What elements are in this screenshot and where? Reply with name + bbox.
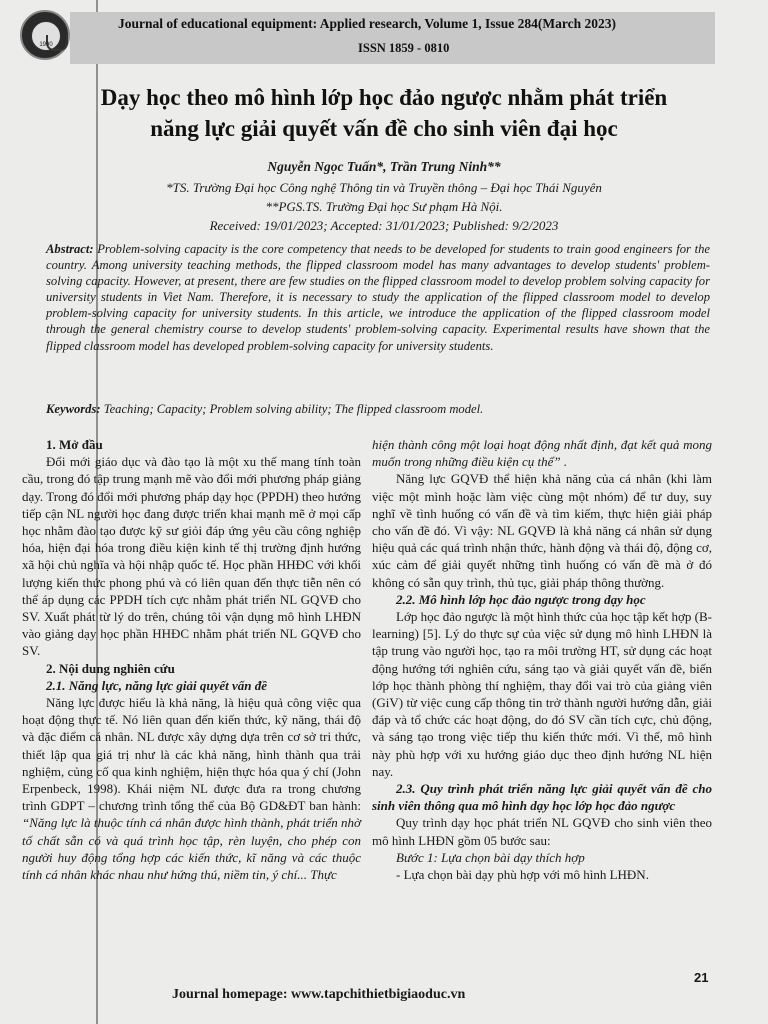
authors: Nguyễn Ngọc Tuấn*, Trần Trung Ninh** [267, 159, 501, 174]
paragraph-text: Năng lực được hiểu là khả năng, là hiệu quả công việc qua hoạt động thực tế. Nó liên quan đến kiến thức, kỹ năng, thái độ và đặc điểm cá nhân. NL được xây dựng dựa trên cơ sở tri thức, thiết lập qua giá trị như là các khả năng, hình thành qua trải nghiệm, củng cố qua kinh nghiệm, hiện thực hóa qua ý chí (John Erpenbeck, 1998). Khái niệm NL được đưa ra trong chương trình GDPT – chương trình tổng thể của Bộ GD&ĐT ban hành: [22, 695, 361, 814]
paragraph: Năng lực GQVĐ thể hiện khả năng của cá nhân (khi làm việc một mình hoặc làm việc cùng một nhóm) để tư duy, suy nghĩ về tình huống có vấn đề và tìm kiếm, thực hiện giải pháp cho vấn đề đó. Vì vậy: NL GQVĐ là khả năng cá nhân sử dụng hiệu quả các quá trình nhận thức, hành động và thái độ, động cơ, xúc cảm để giải quyết những tình huống có vấn đề mà ở đó không có sẵn quy trình, thủ tục, giải pháp thông thường. [372, 471, 712, 590]
paragraph: Quy trình dạy học phát triển NL GQVĐ cho sinh viên theo mô hình LHĐN gồm 05 bước sau: [372, 815, 712, 848]
subsection-heading-2-1: 2.1. Năng lực, năng lực giải quyết vấn đề [46, 677, 268, 693]
affiliation-2: **PGS.TS. Trường Đại học Sư phạm Hà Nội. [265, 199, 503, 214]
section-heading-2: 2. Nội dung nghiên cứu [46, 660, 175, 676]
abstract-text: Problem-solving capacity is the core competency that needs to be developed for students to train good engineers for the country. Among university teaching methods, the flipped classroom model has many advantages to develop students' problem-solving capacity. However, at present, there are few studies on the flipped classroom model to develop problem solving capacity for university students in Viet Nam. Therefore, it is necessary to study the application of the flipped classroom model to develop problem-solving capacity for university students. In this article, we introduce the application of the flipped classroom model through the general chemistry course to develop students' problem-solving capacity. Experimental results have shown that the flipped classroom model has developed problem-solving capacity for university students. [46, 242, 710, 353]
paper-title-line2: năng lực giải quyết vấn đề cho sinh viên đại học [150, 116, 618, 141]
keywords [46, 402, 710, 417]
abstract [46, 241, 710, 354]
journal-logo-icon [20, 10, 70, 60]
step-1: Bước 1: Lựa chọn bài dạy thích hợp [396, 849, 585, 865]
publication-dates: Received: 19/01/2023; Accepted: 31/01/2023; Published: 9/2/2023 [209, 218, 559, 233]
subsection-heading-2-2: 2.2. Mô hình lớp học đảo ngược trong dạy học [396, 591, 646, 607]
quote-continuation: hiện thành công một loại hoạt động nhất định, đạt kết quả mong muốn trong những điều kiện cụ thể” . [372, 437, 712, 470]
keywords-label: Keywords: [46, 402, 101, 416]
paper-title-line1: Dạy học theo mô hình lớp học đảo ngược nhằm phát triển [100, 85, 668, 110]
journal-homepage: Journal homepage: www.tapchithietbigiaoduc.vn [172, 987, 466, 1002]
paragraph [22, 694, 361, 883]
issn: ISSN 1859 - 0810 [358, 41, 450, 55]
right-column [372, 436, 712, 883]
section-heading-1: 1. Mở đầu [46, 437, 103, 452]
subsection-heading-2-3: 2.3. Quy trình phát triển năng lực giải quyết vấn đề cho sinh viên thông qua mô hình dạy học lớp học đảo ngược [372, 781, 712, 814]
affiliation-1: *TS. Trường Đại học Công nghệ Thông tin và Truyền thông – Đại học Thái Nguyên [166, 180, 602, 195]
journal-line: Journal of educational equipment: Applied research, Volume 1, Issue 284(March 2023) [118, 16, 617, 31]
paragraph: Đổi mới giáo dục và đào tạo là một xu thế mang tính toàn cầu, trong đó tập trung mạnh mẽ vào đổi mới phương pháp giảng dạy. Trong đó đổi mới phương pháp dạy học (PPDH) theo hướng tiếp cận NL người học đang được triển khai mạnh mẽ ở mọi cấp học nhằm đào tạo được kỹ sư giỏi đáp ứng yêu cầu công nghiệp hóa, hiện đại hóa trong điều kiện kinh tế thị trường định hướng xã hội chủ nghĩa và hội nhập quốc tế. Học phần HHĐC với khối lượng kiến thức phong phú và có liên quan đến thực tiễn nên có thể áp dụng các PPDH tích cực nhằm phát triển NL GQVĐ cho SV. Xuất phát từ lý do trên, chúng tôi vận dụng mô hình LHĐN vào giảng dạy học phần HHĐC nhằm phát triển NL GQVĐ cho SV. [22, 454, 361, 659]
abstract-label: Abstract: [46, 242, 94, 256]
step-1-item: - Lựa chọn bài dạy phù hợp với mô hình LHĐN. [396, 867, 649, 883]
paragraph: Lớp học đảo ngược là một hình thức của học tập kết hợp (B-learning) [5]. Lý do thực sự của việc sử dụng mô hình LHĐN là tập trung vào người học, tạo ra môi trường HT, sử dụng các hoạt động hướng tới nghiên cứu, sáng tạo và giải quyết vấn đề, biến lớp học thành phòng thí nghiệm, thay đổi vai trò của giảng viên (GiV) từ việc cung cấp thông tin trở thành người hướng dẫn, giải đáp và tổ chức các hoạt động, do đó SV cần tích cực, chủ động, và sáng tạo trong việc tiếp thu kiến thức mới. Vì thế, mô hình này phù hợp với xu hướng giáo dục theo định hướng NL hiện nay. [372, 609, 712, 779]
left-column [22, 436, 361, 883]
quote-text: “Năng lực là thuộc tính cá nhân được hình thành, phát triển nhờ tố chất sẵn có và quá trình học tập, rèn luyện, cho phép con người huy động tổng hợp các kiến thức, kĩ năng và các thuộc tính cá nhân khác nhau như hứng thú, niềm tin, ý chí... Thực [22, 815, 361, 883]
keywords-text: Teaching; Capacity; Problem solving ability; The flipped classroom model. [100, 402, 484, 416]
page-number: 21 [694, 970, 709, 985]
logo-year: 1990 [39, 42, 53, 48]
